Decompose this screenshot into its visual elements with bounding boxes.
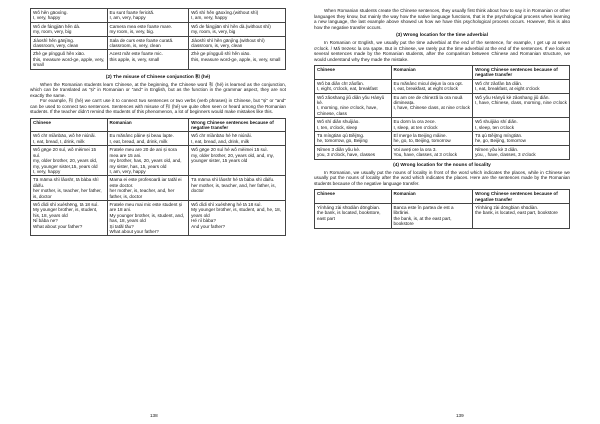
table-cell: Wǒ de fángjiān hěn dà. my, room, very, big: [31, 22, 108, 36]
table-cell: Eu dorm la ora zece. I, sleep, at ten o'clock: [391, 118, 473, 132]
table-cell: Wǒ yǒu Hànyǔ kè zǎoshang jiǔ diǎn. I, have, Chinese, class, morning, nine o'clock: [473, 93, 570, 118]
table-cell: Tā qù Běijīng míngtiān. he, go, Beijing, tomorrow: [473, 132, 570, 146]
table-cell: Wǒ shí diǎn shuìjiào. I, ten, o'clock, sleep: [315, 118, 392, 132]
table-locality: [314, 189, 570, 228]
table-row: [31, 36, 286, 50]
table-row: [31, 132, 286, 146]
table-row: [31, 200, 286, 235]
col-header: Romanian: [391, 190, 473, 204]
table-row: [315, 204, 570, 229]
table-row: [31, 176, 286, 201]
table-cell: Eu sunt foarte fericită. I, am, very, happy: [107, 9, 189, 23]
table-cell: Camera mea este foarte mare. my room, is, very, big.: [107, 22, 189, 36]
table-cell: Tā māma shì lǎoshī hé tā bàba shì dàifu. her mother, is, teacher, and, her father, is, doctor: [189, 176, 286, 201]
heading-time-adverbial: (3) Wrong location for the time adverbial: [396, 33, 488, 38]
table-cell: Nǐmen yǒu kè 3 diǎn. you, , have, classes, 3 o'clock: [473, 145, 570, 159]
paragraph: When the Romanian students learn Chinese, at the beginning, the Chinese word 和 (hé) is learned as the conjunction, which can be translated as "și" in Romanian or "and" in English, but as the function in the grammar aspect, they are not exactly the same.: [30, 81, 286, 98]
table-cell: Wǒ chī mǐànbāo, wǒ hē niúnǎi. I, eat, bread, I, drink, milk: [31, 132, 108, 146]
table-time-adverbial: [314, 65, 570, 160]
table-cell: Jiàoshì shì hěn gānjìng.(without shì) classroom, is, very, clean: [189, 36, 286, 50]
col-header: Chinese: [31, 118, 108, 132]
table-cell: Sala de curs este foarte curată. classroom, is, very, clean: [107, 36, 189, 50]
table-row: [315, 145, 570, 159]
table-row: [31, 146, 286, 176]
table-cell: Wǒ de fángjiān shì hěn dà.(without shì) my, room, is, very, big: [189, 22, 286, 36]
table-top: [30, 8, 286, 70]
col-header: Wrong Chinese sentences because of negative transfer: [189, 118, 286, 132]
page-number: 138: [150, 413, 158, 418]
col-header: Chinese: [315, 190, 392, 204]
table-cell: El merge la Beijing mâine. he, go, to, Beijing, tomorrow: [391, 132, 473, 146]
table-cell: Wǒ dìdi shì xuéshēng hé tā 18 suì. My younger brother, is, student, and, he, 18, years old Hé nǐ bàba? And your father?: [189, 200, 286, 235]
table-cell: Zhè ge píngguǒ hěn xiāo. this, measure word-ge, apple, very, small: [31, 50, 108, 69]
paragraph: In Romanian, we usually put the nouns of locality in front of the word which indicates the places, while in Chinese we usually put the nouns of locality after the word which indicates the places. Here are the sentences made by the Romanian students because of the negative language transfer.: [314, 169, 570, 186]
table-row: [315, 118, 570, 132]
table-cell: Wǒ hěn gāoxìng. I, very, happy: [31, 9, 108, 23]
col-header: Wrong Chinese sentences because of negative transfer: [473, 190, 570, 204]
table-cell: Wǒ dìdi shì xuéshēng, tā 18 suì. My younger brother, is, student, his, 18, years old Nǐ bàba ne? What about your father?: [31, 200, 108, 235]
table-cell: Fratele meu are 20 de ani și sora mea are 15 ani. my brother, has, 20, years old, and, my sister, has, 15, years old I, am, very, happy: [107, 146, 189, 176]
table-cell: Wǒ gēge 20 suì hé wǒ mèimei 15 suì. my, older brother, 20, years old, and, my, younger sister, 15 years old: [189, 146, 286, 176]
paragraph: When Romanian students create the Chinese sentences, they usually first think about how to say it in Romanian or other languages they know, but mainly the way how the native language functions, that is the psychological process when learning a new language, the last example above showed us how we have this psychological process occurs. However, this is also how the negative transfer occurs.: [314, 8, 570, 30]
col-header: Romanian: [107, 118, 189, 132]
heading-locality: (4) Wrong location for the nouns of locality: [393, 162, 491, 168]
page-number: 139: [456, 413, 464, 418]
table-row: [31, 50, 286, 69]
table-row: [315, 132, 570, 146]
table-cell: Wǒ bā diǎn chī zǎofàn. I, eight, o'clock, eat, breakfast: [315, 79, 392, 93]
heading-conjunction: (2) The misuse of Chinese conjunction 和 (hé): [105, 74, 211, 80]
table-cell: Nǐmen 3 diǎn yǒu kè. you, 3 o'clock, have, classes: [315, 145, 392, 159]
table-row: [31, 22, 286, 36]
table-cell: Eu mănânc micul dejun la ora opt. I, eat, breakfast, at eight o'clock: [391, 79, 473, 93]
table-cell: Eu mănânc pâine și beau lapte. I, eat, bread, and, drink, milk: [107, 132, 189, 146]
col-header: Wrong Chinese sentences because of negative transfer: [473, 66, 570, 80]
table-cell: Yínháng zài dōngbian shūdiàn. the bank, is located, east part, bookstore: [473, 204, 570, 229]
table-cell: Wǒ gēge 20 suì, wǒ mèimei 15 suì. my, older brother, 20, years old, my, younger sister,15, years old I, very, happy: [31, 146, 108, 176]
table-cell: Wǒ shì hěn gāoxìng.(without shì) I, am, very, happy: [189, 9, 286, 23]
table-cell: Tā māma shì lǎoshī, tā bàba shì dàifu. her mother, is, teacher, her father, is, doctor: [31, 176, 108, 201]
table-cell: Yínháng zài shūdiàn dōngbian. the bank, is located, bookstore, east part: [315, 204, 392, 229]
table-cell: Wǒ shuìjiào shí diǎn. I, sleep, ten o'clock: [473, 118, 570, 132]
table-cell: Banca este în partea de est a librăriei. the bank, is, at the east part, bookstore: [391, 204, 473, 229]
table-row: [31, 9, 286, 23]
table-cell: Voi aveți ore la ora 3. You, have, classes, at 3 o'clock: [391, 145, 473, 159]
right-page: [300, 0, 600, 424]
table-cell: Wǒ chī mǐànbāo hé hē niúnǎi. I, eat, bread, and, drink, milk: [189, 132, 286, 146]
table-cell: Mama ei este profesoară iar tatăl ei este doctor. her mother, is, teacher, and, her father, is, doctor: [107, 176, 189, 201]
paragraph: In Romanian or English, we usually put the time adverbial at the end of the sentence, for example, I get up at seven o'clock. / Mă trezesc la ora șapte. But in Chinese, we rarely put the time adverbial at the end of the sentences. If we look at several sentences made by the Romanian students, after the comparison between Chinese and Romanian structure, we would understand why they made the mistake.: [314, 40, 570, 62]
paragraph: For example, 和 (hé) we can't use it to connect two sentences or two verbs (verb phrases) in Chinese, but "și" or "and" can be used to connect two sentences. Sentences with misuse of 和 (hé) we quite often seen or heard among the Romanian students. If the teacher didn't remind the students of this phenomenon, a lot of beginners would make mistakes like this.: [30, 98, 286, 115]
table-cell: Acest măr este foarte mic. this apple, is, very, small: [107, 50, 189, 69]
table-cell: Wǒ zǎoshang jiǔ diǎn yǒu Hànyǔ kè. I, morning, nine o'clock, have, Chinese, class: [315, 93, 392, 118]
table-row: [315, 93, 570, 118]
col-header: Romanian: [391, 66, 473, 80]
table-cell: Zhè ge píngguǒ shì hěn xiāo. this, measure word-ge, apple, is, very, small: [189, 50, 286, 69]
col-header: Chinese: [315, 66, 392, 80]
table-row: [315, 79, 570, 93]
table-cell: Tā míngtiān qù Běijīng. he, tomorrow, go, Beijing: [315, 132, 392, 146]
table-cell: Eu am ore de chineză la ora nouă dimineața. I, have, Chinese class, at nine o'clock: [391, 93, 473, 118]
table-cell: Jiàoshì hěn gānjìng. classroom, very, clean: [31, 36, 108, 50]
table-cell: Wǒ chī zǎofàn bā diǎn. I, eat, breakfast, at eight o'clock: [473, 79, 570, 93]
table-cell: Fratele meu mai mic este student și are 18 ani. My younger brother, is, student, and, has, 18, years old Și tatăl tău? What about your father?: [107, 200, 189, 235]
table-conjunction: [30, 118, 286, 237]
